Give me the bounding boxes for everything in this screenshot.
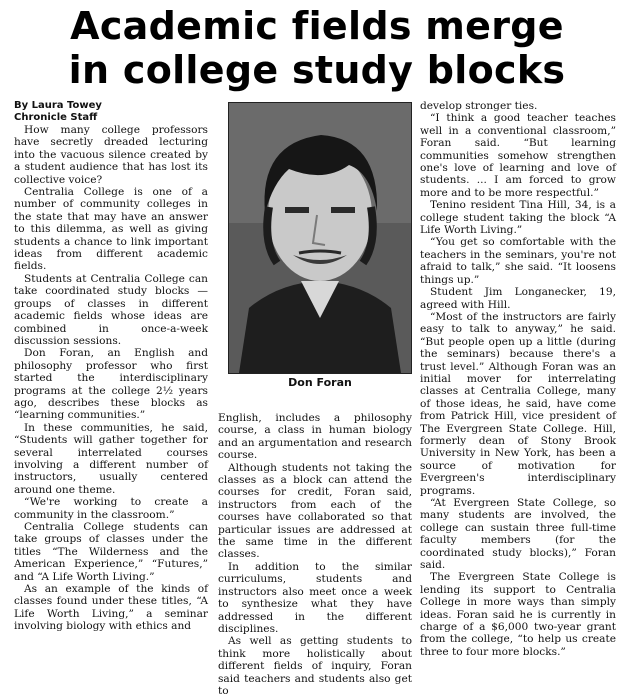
article-column-3 [420, 100, 616, 668]
paragraph: The Evergreen State College is lending its support to Centralia College in more ways than simply ideas. Foran said he is currently in charge of a $6,000 two-year grant from the college, “to help us create three to four more blocks.” [420, 571, 616, 658]
paragraph: Student Jim Longanecker, 19, agreed with Hill. [420, 286, 616, 311]
paragraph: Don Foran, an English and philosophy professor who first started the interdisciplinary programs at the college 2½ years ago, describes these blocks as “learning communities.” [14, 347, 208, 422]
paragraph: In addition to the similar curriculums, students and instructors also meet once a week to synthesize what they have addressed in the different disciplines. [218, 560, 412, 635]
paragraph: “Most of the instructors are fairly easy to talk to anyway,” he said. “But people open up a little (during the seminars) because there's a trust level.” Although Foran was an initial mover for interrelating classes at Centralia College, many of those ideas, he said, have come from Patrick Hill, vice president of The Evergreen State College. Hill, formerly dean of Stony Brook University in New York, has been a source of motivation for Evergreen's interdisciplinary programs. [420, 310, 616, 497]
paragraph: develop stronger ties. [420, 100, 538, 112]
portrait-photo-image [229, 103, 411, 373]
photo-caption: Don Foran [288, 376, 352, 389]
paragraph: Students at Centralia College can take coordinated study blocks — groups of classes in different academic fields whose ideas are combined in once-a-week discussion sessions. [14, 272, 208, 347]
paragraph: In these communities, he said, “Students will gather together for several interrelated courses involving a different number of instructors, usually centered around one theme. [14, 421, 208, 496]
headline-line-1: Academic fields merge [70, 4, 564, 48]
paragraph: “I think a good teacher teaches well in a conventional classroom,” Foran said. “But learning communities somehow strengthen one's love of learning and love of students. ... I am forced to grow more and to be more respectful.” [420, 112, 616, 199]
headline [14, 4, 620, 92]
portrait-photo [228, 102, 412, 374]
article-column-2 [218, 412, 412, 697]
paragraph: As an example of the kinds of classes found under these titles, “A Life Worth Living,” a seminar involving biology with ethics and [14, 583, 208, 633]
paragraph: Centralia College students can take groups of classes under the titles “The Wilderness and the American Experience,” “Futures,” and “A Life Worth Living.” [14, 521, 208, 583]
paragraph: English, includes a philosophy course, a class in human biology and an argumentation and research course. [218, 412, 412, 462]
paragraph: “You get so comfortable with the teachers in the seminars, you're not afraid to talk,” she said. “It loosens things up.” [420, 236, 616, 286]
paragraph: How many college professors have secretly dreaded lecturing into the vacuous silence created by a student audience that has lost its collective voice? [14, 124, 208, 186]
byline-author: By Laura Towey [14, 100, 102, 111]
byline [14, 100, 208, 124]
byline-staff: Chronicle Staff [14, 112, 98, 123]
paragraph: As well as getting students to think more holistically about different fields of inquiry, Foran said teachers and students also get to [218, 635, 412, 697]
paragraph: Although students not taking the classes as a block can attend the courses for credit, Foran said, instructors from each of the courses have collaborated so that particular issues are addressed at the same time in the different classes. [218, 461, 412, 561]
paragraph: Centralia College is one of a number of community colleges in the state that may have an answer to this dilemma, as well as giving students a chance to link important ideas from different academic fields. [14, 186, 208, 273]
paragraph: Tenino resident Tina Hill, 34, is a college student taking the block “A Life Worth Living.” [420, 199, 616, 237]
paragraph: “At Evergreen State College, so many students are involved, the college can sustain three full-time faculty members (for the coordinated study blocks),” Foran said. [420, 497, 616, 572]
article-column-1 [14, 100, 208, 668]
paragraph: “We're working to create a community in the classroom.” [14, 496, 208, 521]
headline-line-2: in college study blocks [68, 48, 566, 92]
